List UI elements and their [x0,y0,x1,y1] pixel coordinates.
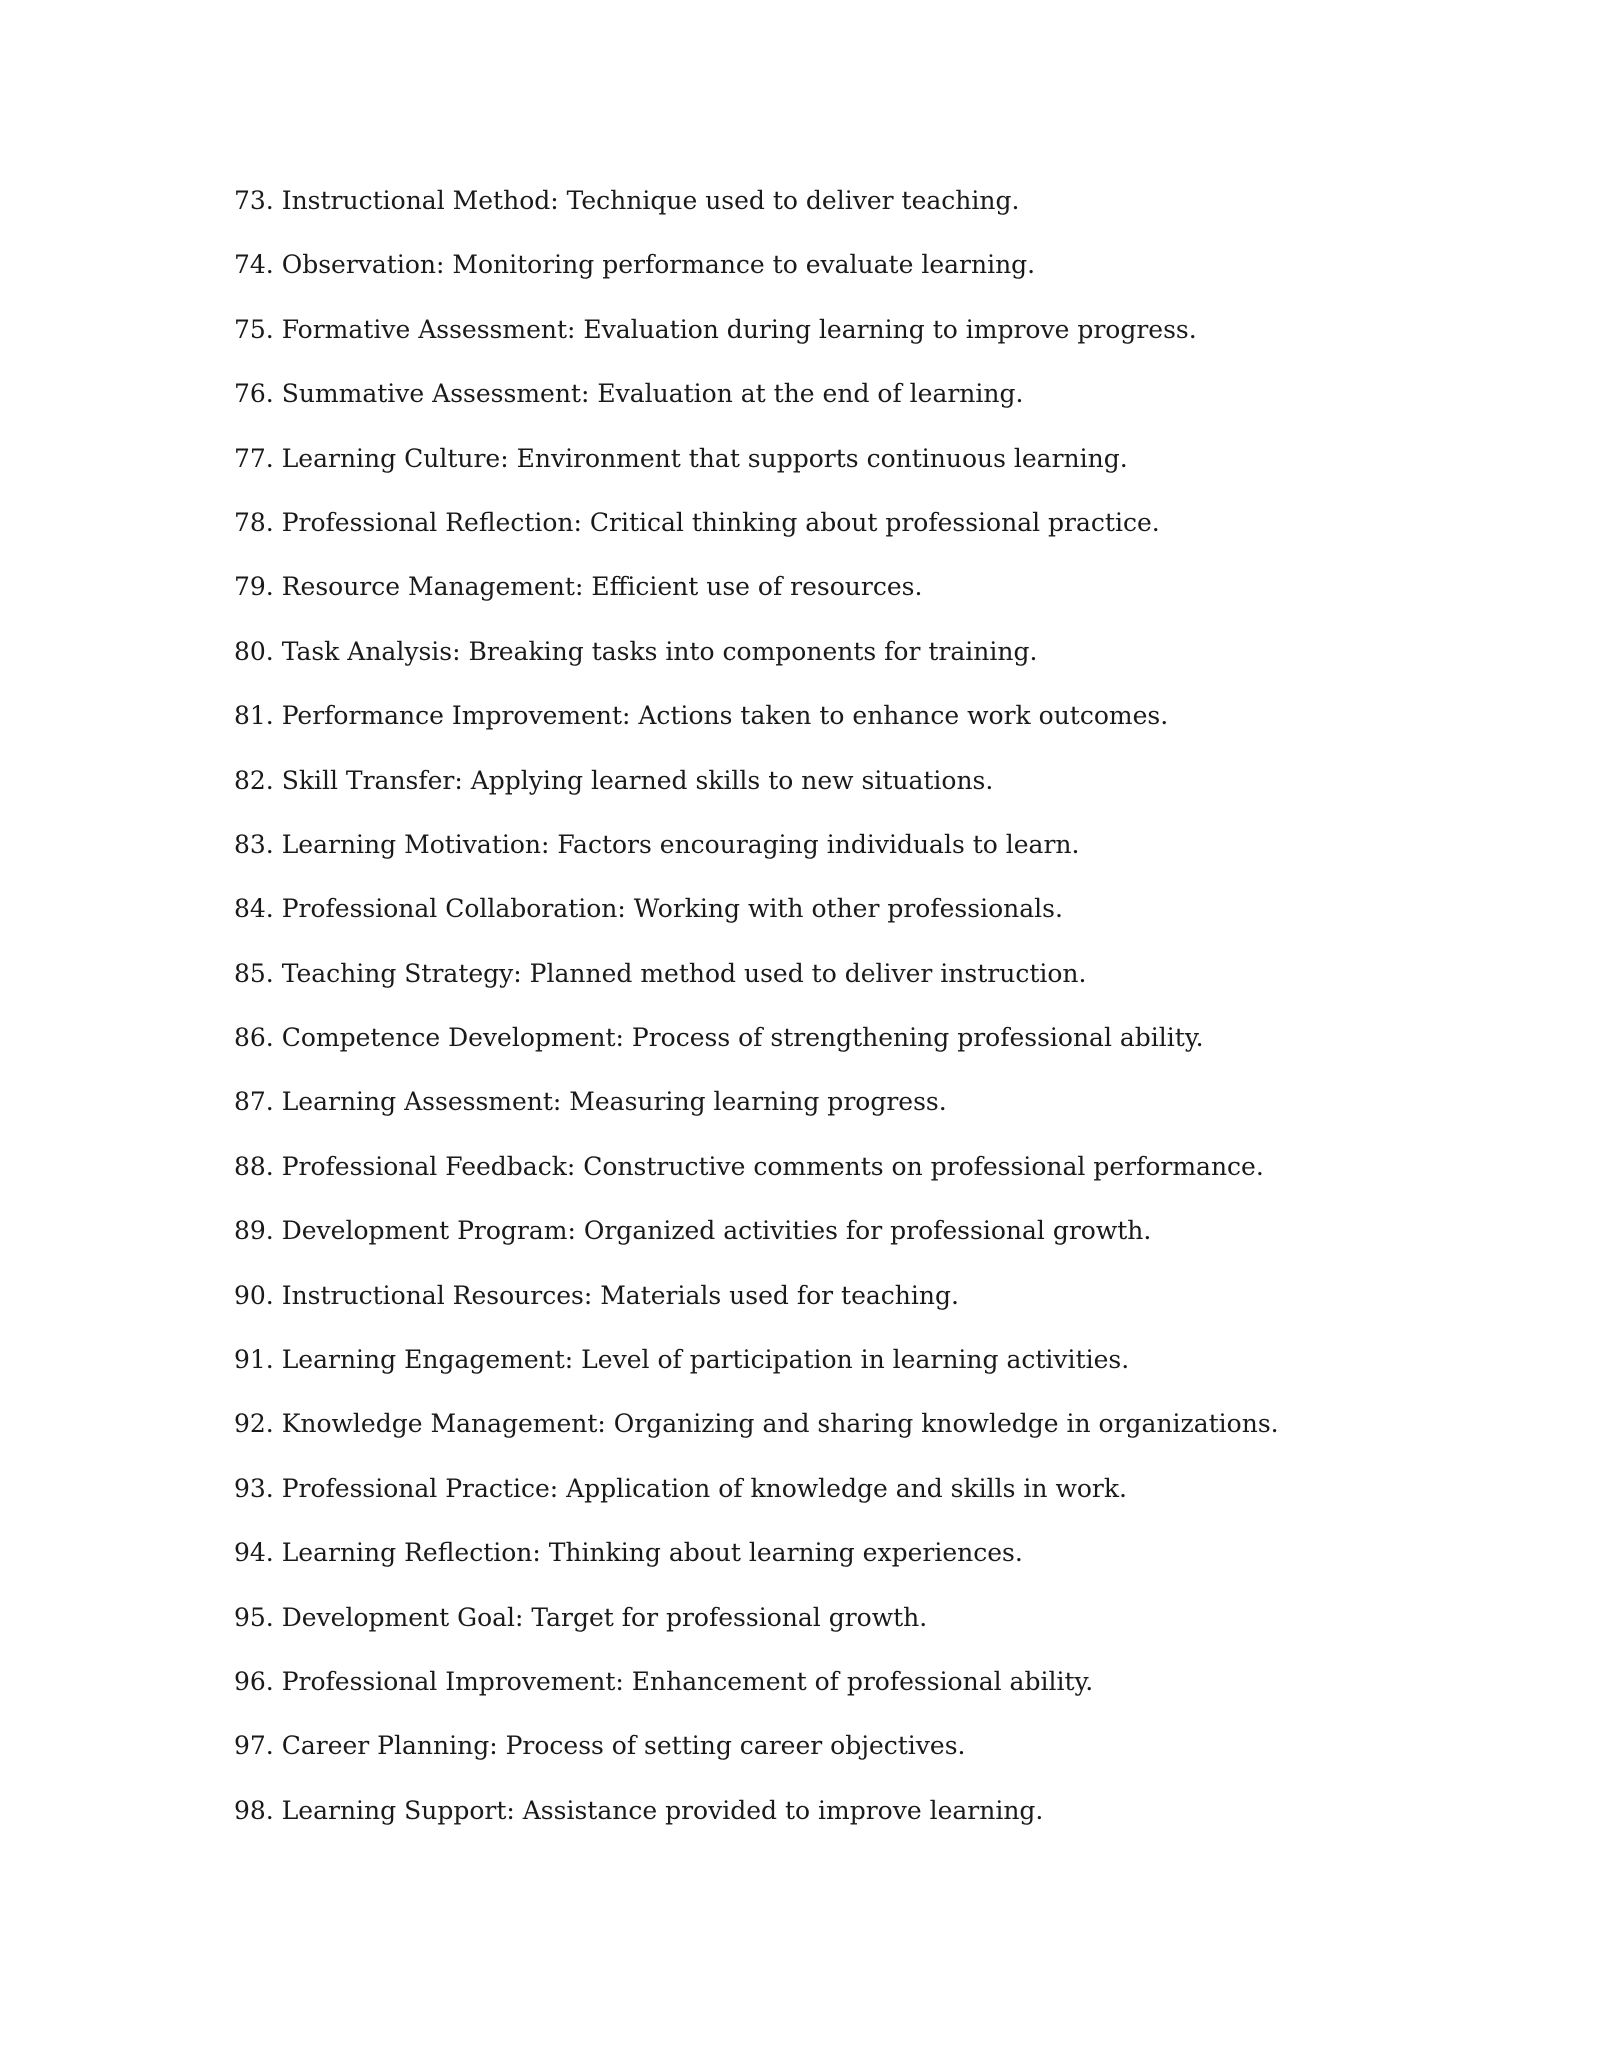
glossary-entry: 75. Formative Assessment: Evaluation during learning to improve progress. [234,314,1197,344]
glossary-entry: 94. Learning Reflection: Thinking about learning experiences. [234,1538,1023,1568]
glossary-entry: 96. Professional Improvement: Enhancement of professional ability. [234,1666,1094,1696]
glossary-entry: 84. Professional Collaboration: Working with other professionals. [234,894,1063,924]
glossary-entry: 89. Development Program: Organized activities for professional growth. [234,1216,1152,1246]
glossary-entry: 93. Professional Practice: Application of knowledge and skills in work. [234,1473,1127,1503]
glossary-entry: 82. Skill Transfer: Applying learned skills to new situations. [234,765,994,795]
glossary-entry: 97. Career Planning: Process of setting career objectives. [234,1731,966,1761]
glossary-entry: 83. Learning Motivation: Factors encouraging individuals to learn. [234,829,1080,859]
glossary-entry: 90. Instructional Resources: Materials used for teaching. [234,1280,959,1310]
glossary-entry: 77. Learning Culture: Environment that supports continuous learning. [234,443,1128,473]
glossary-entry: 79. Resource Management: Efficient use of resources. [234,572,923,602]
glossary-list [234,184,1434,1858]
glossary-entry: 85. Teaching Strategy: Planned method used to deliver instruction. [234,958,1087,988]
glossary-entry: 81. Performance Improvement: Actions taken to enhance work outcomes. [234,701,1169,731]
glossary-entry: 98. Learning Support: Assistance provided to improve learning. [234,1795,1044,1825]
glossary-entry: 74. Observation: Monitoring performance to evaluate learning. [234,250,1036,280]
glossary-entry: 78. Professional Reflection: Critical thinking about professional practice. [234,507,1160,537]
glossary-entry: 73. Instructional Method: Technique used to deliver teaching. [234,186,1020,215]
glossary-entry: 76. Summative Assessment: Evaluation at the end of learning. [234,379,1024,409]
glossary-entry: 91. Learning Engagement: Level of participation in learning activities. [234,1345,1130,1375]
glossary-entry: 87. Learning Assessment: Measuring learning progress. [234,1087,947,1117]
glossary-entry: 88. Professional Feedback: Constructive comments on professional performance. [234,1151,1264,1181]
glossary-entry: 86. Competence Development: Process of strengthening professional ability. [234,1023,1204,1053]
glossary-entry: 95. Development Goal: Target for professional growth. [234,1602,928,1632]
glossary-entry: 80. Task Analysis: Breaking tasks into components for training. [234,636,1038,666]
glossary-entry: 92. Knowledge Management: Organizing and sharing knowledge in organizations. [234,1409,1279,1439]
